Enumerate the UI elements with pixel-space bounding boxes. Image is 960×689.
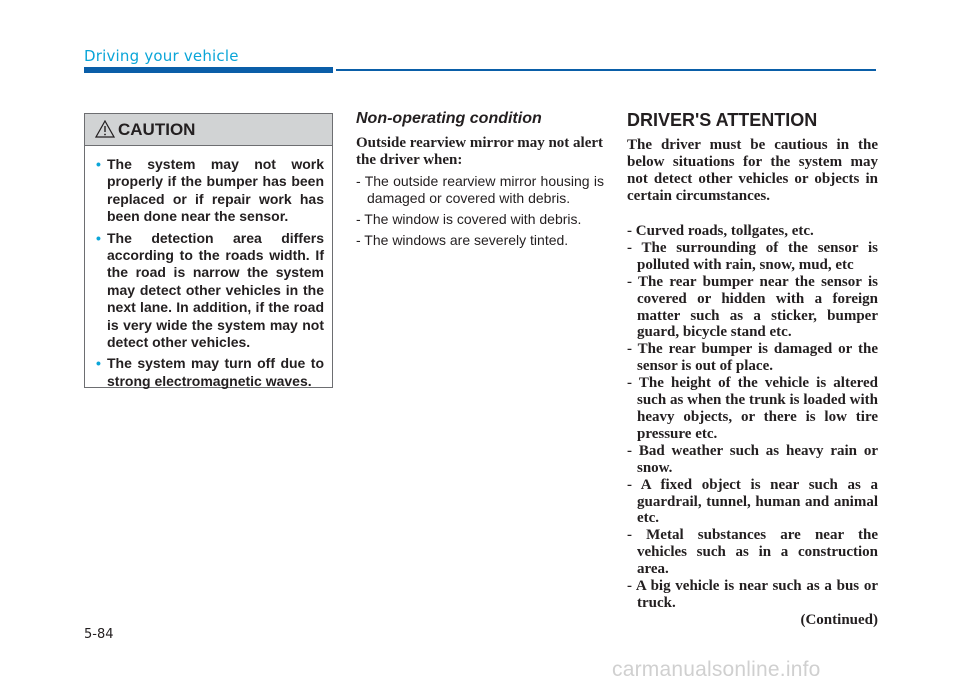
- drivers-attention-section: [627, 110, 878, 629]
- drivers-attention-heading: DRIVER'S ATTENTION: [627, 110, 818, 130]
- non-operating-heading: Non-operating condition: [356, 110, 542, 127]
- page-number: 5-84: [84, 627, 114, 642]
- non-operating-list: [356, 173, 604, 249]
- caution-item: [96, 230, 324, 352]
- list-item: - The window is covered with debris.: [356, 211, 582, 227]
- list-item: - Bad weather such as heavy rain or snow.: [627, 442, 878, 476]
- caution-item: [96, 355, 324, 390]
- list-item: - The height of the vehicle is altered such as when the trunk is loaded with heavy objects, or there is low tire pressure etc.: [627, 375, 878, 442]
- caution-item: [96, 156, 324, 226]
- list-item: - The outside rearview mirror housing is damaged or covered with debris.: [356, 173, 604, 206]
- warning-triangle-icon: [95, 120, 115, 138]
- non-operating-intro: Outside rearview mirror may not alert the driver when:: [356, 135, 604, 168]
- bullet-icon: •: [96, 156, 101, 172]
- header-rule-thin: [336, 69, 876, 71]
- list-item: - The rear bumper near the sensor is covered or hidden with a foreign matter such as a sticker, bumper guard, bicycle stand etc.: [627, 273, 878, 341]
- header-rule-thick: [84, 67, 333, 73]
- caution-title: CAUTION: [118, 120, 196, 139]
- drivers-attention-intro: The driver must be cautious in the below situations for the system may not detect other vehicles or objects in certain circumstances.: [627, 137, 878, 204]
- list-item: - A fixed object is near such as a guardrail, tunnel, human and animal etc.: [627, 476, 878, 527]
- watermark-text: carmanualsonline.info: [612, 658, 821, 681]
- drivers-attention-list: [627, 223, 878, 612]
- caution-item-text: The detection area differs according to the roads width. If the road is narrow the system may detect other vehicles in the next lane. In addition, if the road is very wide the system may not detect other vehicles.: [107, 229, 324, 351]
- continued-note: (Continued): [800, 611, 878, 628]
- list-item: - Metal substances are near the vehicles such as in a construction area.: [627, 527, 878, 578]
- caution-list: [85, 146, 332, 390]
- caution-item-text: The system may turn off due to strong electromagnetic waves.: [107, 355, 324, 389]
- bullet-icon: •: [96, 355, 101, 372]
- list-item: - The surrounding of the sensor is polluted with rain, snow, mud, etc: [627, 239, 878, 273]
- section-title: Driving your vehicle: [84, 47, 239, 65]
- caution-header: [85, 114, 332, 146]
- non-operating-section: [356, 110, 604, 253]
- bullet-icon: •: [96, 229, 101, 246]
- list-item: - The rear bumper is damaged or the sensor is out of place.: [627, 341, 878, 375]
- list-item: - Curved roads, tollgates, etc.: [627, 223, 814, 239]
- caution-box: [84, 113, 333, 388]
- list-item: - A big vehicle is near such as a bus or truck.: [627, 578, 878, 611]
- caution-item-text: The system may not work properly if the bumper has been replaced or if repair work has been done near the sensor.: [107, 156, 324, 225]
- list-item: - The windows are severely tinted.: [356, 232, 569, 248]
